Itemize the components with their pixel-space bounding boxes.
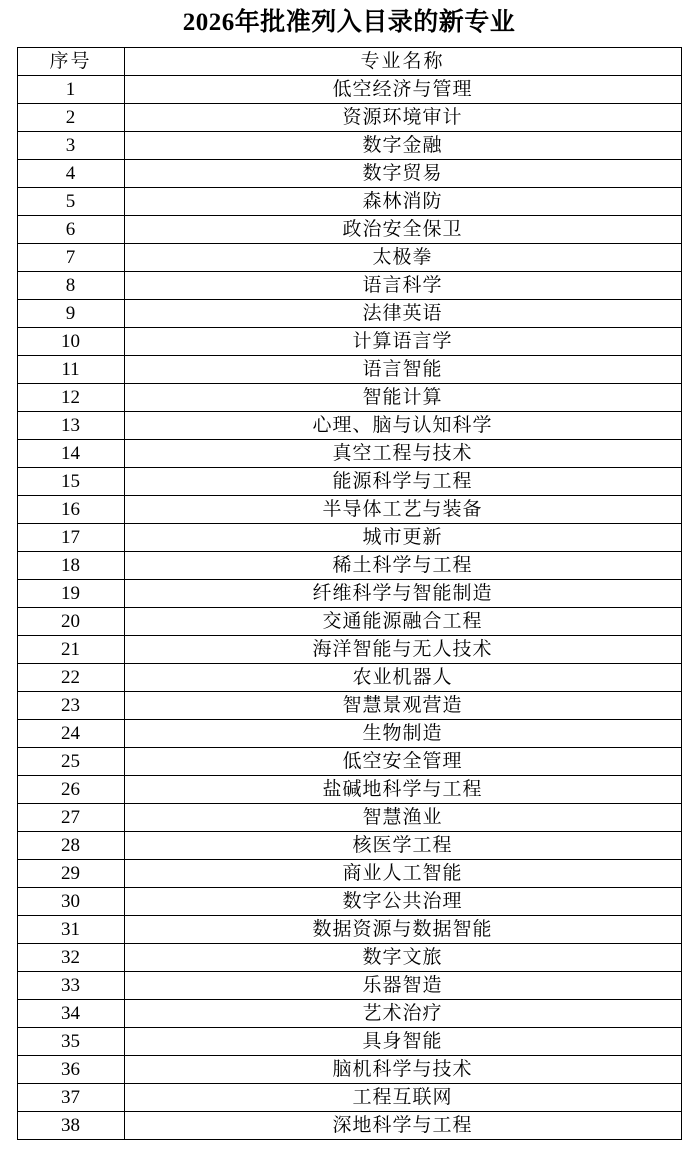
cell-major-name: 纤维科学与智能制造 xyxy=(124,580,681,608)
cell-index: 2 xyxy=(17,104,124,132)
cell-index: 12 xyxy=(17,384,124,412)
cell-index: 5 xyxy=(17,188,124,216)
cell-major-name: 能源科学与工程 xyxy=(124,468,681,496)
cell-index: 13 xyxy=(17,412,124,440)
cell-major-name: 智慧景观营造 xyxy=(124,692,681,720)
table-row xyxy=(17,160,681,188)
table-row xyxy=(17,132,681,160)
cell-major-name: 艺术治疗 xyxy=(124,1000,681,1028)
cell-index: 31 xyxy=(17,916,124,944)
table-row xyxy=(17,272,681,300)
cell-index: 16 xyxy=(17,496,124,524)
cell-index: 10 xyxy=(17,328,124,356)
cell-major-name: 乐器智造 xyxy=(124,972,681,1000)
table-row xyxy=(17,188,681,216)
table-row xyxy=(17,524,681,552)
cell-index: 19 xyxy=(17,580,124,608)
cell-major-name: 低空经济与管理 xyxy=(124,76,681,104)
table-row xyxy=(17,748,681,776)
table-row xyxy=(17,888,681,916)
cell-major-name: 资源环境审计 xyxy=(124,104,681,132)
cell-index: 33 xyxy=(17,972,124,1000)
cell-major-name: 盐碱地科学与工程 xyxy=(124,776,681,804)
table-row xyxy=(17,328,681,356)
table-row xyxy=(17,804,681,832)
table-body xyxy=(17,76,681,1140)
cell-index: 11 xyxy=(17,356,124,384)
cell-major-name: 语言智能 xyxy=(124,356,681,384)
cell-index: 7 xyxy=(17,244,124,272)
cell-index: 28 xyxy=(17,832,124,860)
cell-major-name: 政治安全保卫 xyxy=(124,216,681,244)
cell-index: 25 xyxy=(17,748,124,776)
table-row xyxy=(17,1000,681,1028)
cell-index: 26 xyxy=(17,776,124,804)
cell-major-name: 低空安全管理 xyxy=(124,748,681,776)
cell-major-name: 语言科学 xyxy=(124,272,681,300)
cell-major-name: 数字贸易 xyxy=(124,160,681,188)
cell-index: 24 xyxy=(17,720,124,748)
cell-index: 15 xyxy=(17,468,124,496)
table-row xyxy=(17,944,681,972)
cell-major-name: 脑机科学与技术 xyxy=(124,1056,681,1084)
cell-major-name: 城市更新 xyxy=(124,524,681,552)
table-row xyxy=(17,860,681,888)
cell-index: 38 xyxy=(17,1112,124,1140)
cell-index: 8 xyxy=(17,272,124,300)
table-row xyxy=(17,300,681,328)
table-row xyxy=(17,720,681,748)
table-row xyxy=(17,552,681,580)
cell-major-name: 数字文旅 xyxy=(124,944,681,972)
table-row xyxy=(17,104,681,132)
cell-major-name: 法律英语 xyxy=(124,300,681,328)
table-row xyxy=(17,832,681,860)
table-row xyxy=(17,384,681,412)
table-row xyxy=(17,356,681,384)
table-row xyxy=(17,636,681,664)
cell-index: 9 xyxy=(17,300,124,328)
table-row xyxy=(17,776,681,804)
cell-index: 36 xyxy=(17,1056,124,1084)
cell-major-name: 心理、脑与认知科学 xyxy=(124,412,681,440)
table-row xyxy=(17,496,681,524)
table-row xyxy=(17,244,681,272)
cell-major-name: 交通能源融合工程 xyxy=(124,608,681,636)
column-header-name: 专业名称 xyxy=(124,48,681,76)
cell-major-name: 商业人工智能 xyxy=(124,860,681,888)
cell-index: 22 xyxy=(17,664,124,692)
cell-major-name: 数字金融 xyxy=(124,132,681,160)
table-row xyxy=(17,1084,681,1112)
table-row xyxy=(17,216,681,244)
cell-major-name: 具身智能 xyxy=(124,1028,681,1056)
table-row xyxy=(17,580,681,608)
cell-index: 34 xyxy=(17,1000,124,1028)
cell-index: 21 xyxy=(17,636,124,664)
table-row xyxy=(17,1028,681,1056)
cell-major-name: 数字公共治理 xyxy=(124,888,681,916)
cell-major-name: 计算语言学 xyxy=(124,328,681,356)
cell-index: 27 xyxy=(17,804,124,832)
table-row xyxy=(17,76,681,104)
cell-index: 17 xyxy=(17,524,124,552)
table-row xyxy=(17,440,681,468)
cell-index: 18 xyxy=(17,552,124,580)
cell-index: 23 xyxy=(17,692,124,720)
cell-index: 3 xyxy=(17,132,124,160)
cell-index: 6 xyxy=(17,216,124,244)
cell-index: 32 xyxy=(17,944,124,972)
cell-major-name: 核医学工程 xyxy=(124,832,681,860)
cell-major-name: 深地科学与工程 xyxy=(124,1112,681,1140)
cell-major-name: 生物制造 xyxy=(124,720,681,748)
table-row xyxy=(17,916,681,944)
cell-index: 4 xyxy=(17,160,124,188)
table-header-row xyxy=(17,48,681,76)
table-row xyxy=(17,412,681,440)
cell-index: 20 xyxy=(17,608,124,636)
cell-major-name: 智慧渔业 xyxy=(124,804,681,832)
table-row xyxy=(17,972,681,1000)
table-row xyxy=(17,1056,681,1084)
cell-index: 30 xyxy=(17,888,124,916)
cell-index: 37 xyxy=(17,1084,124,1112)
cell-major-name: 农业机器人 xyxy=(124,664,681,692)
cell-index: 29 xyxy=(17,860,124,888)
cell-major-name: 智能计算 xyxy=(124,384,681,412)
table-row xyxy=(17,664,681,692)
cell-major-name: 工程互联网 xyxy=(124,1084,681,1112)
cell-major-name: 数据资源与数据智能 xyxy=(124,916,681,944)
cell-index: 35 xyxy=(17,1028,124,1056)
cell-major-name: 半导体工艺与装备 xyxy=(124,496,681,524)
cell-major-name: 森林消防 xyxy=(124,188,681,216)
new-majors-table xyxy=(17,47,682,1140)
table-row xyxy=(17,692,681,720)
cell-major-name: 海洋智能与无人技术 xyxy=(124,636,681,664)
cell-index: 14 xyxy=(17,440,124,468)
cell-major-name: 真空工程与技术 xyxy=(124,440,681,468)
cell-major-name: 太极拳 xyxy=(124,244,681,272)
table-row xyxy=(17,468,681,496)
cell-major-name: 稀土科学与工程 xyxy=(124,552,681,580)
page-title: 2026年批准列入目录的新专业 xyxy=(182,9,516,36)
cell-index: 1 xyxy=(17,76,124,104)
column-header-index: 序号 xyxy=(17,48,124,76)
table-header xyxy=(17,48,681,76)
table-row xyxy=(17,1112,681,1140)
table-row xyxy=(17,608,681,636)
